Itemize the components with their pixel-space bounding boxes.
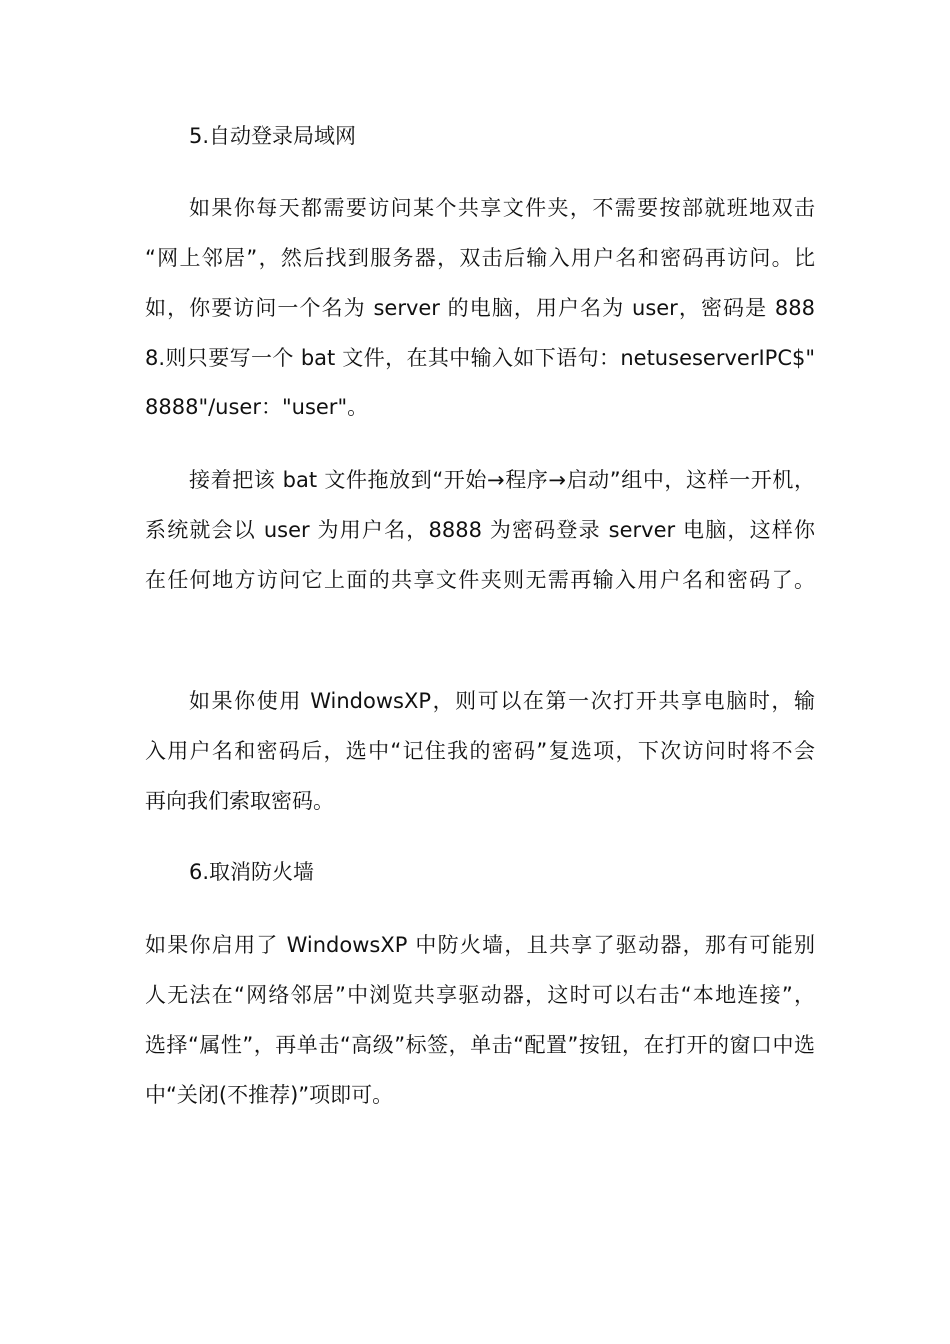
paragraph-line: 如果你启用了 WindowsXP 中防火墙，且共享了驱动器，那有可能别 xyxy=(145,933,815,957)
paragraph-line: 接着把该 bat 文件拖放到“开始→程序→启动”组中，这样一开机， xyxy=(189,468,815,492)
paragraph-line: 选择“属性”，再单击“高级”标签，单击“配置”按钮，在打开的窗口中选 xyxy=(145,1033,815,1057)
paragraph-line: 如果你每天都需要访问某个共享文件夹，不需要按部就班地双击 xyxy=(189,196,815,220)
paragraph-line: 中“关闭(不推荐)”项即可。 xyxy=(145,1083,394,1107)
paragraph-line: 8.则只要写一个 bat 文件，在其中输入如下语句：netuseserverIPC$" xyxy=(145,346,815,370)
paragraph-line: 系统就会以 user 为用户名，8888 为密码登录 server 电脑，这样你 xyxy=(145,518,815,542)
paragraph-line: 人无法在“网络邻居”中浏览共享驱动器，这时可以右击“本地连接”， xyxy=(145,983,815,1007)
paragraph-line: 如果你使用 WindowsXP，则可以在第一次打开共享电脑时，输 xyxy=(189,689,815,713)
paragraph-line: 再向我们索取密码。 xyxy=(145,789,334,813)
section-heading: 5.自动登录局域网 xyxy=(189,124,357,148)
paragraph-line: 入用户名和密码后，选中“记住我的密码”复选项，下次访问时将不会 xyxy=(145,739,815,763)
paragraph-line: 在任何地方访问它上面的共享文件夹则无需再输入用户名和密码了。 xyxy=(145,568,815,592)
section-heading: 6.取消防火墙 xyxy=(189,860,315,884)
paragraph-line: 8888"/user："user"。 xyxy=(145,395,369,419)
paragraph-line: “网上邻居”，然后找到服务器，双击后输入用户名和密码再访问。比 xyxy=(145,246,815,270)
paragraph-line: 如，你要访问一个名为 server 的电脑，用户名为 user，密码是 888 xyxy=(145,296,815,320)
